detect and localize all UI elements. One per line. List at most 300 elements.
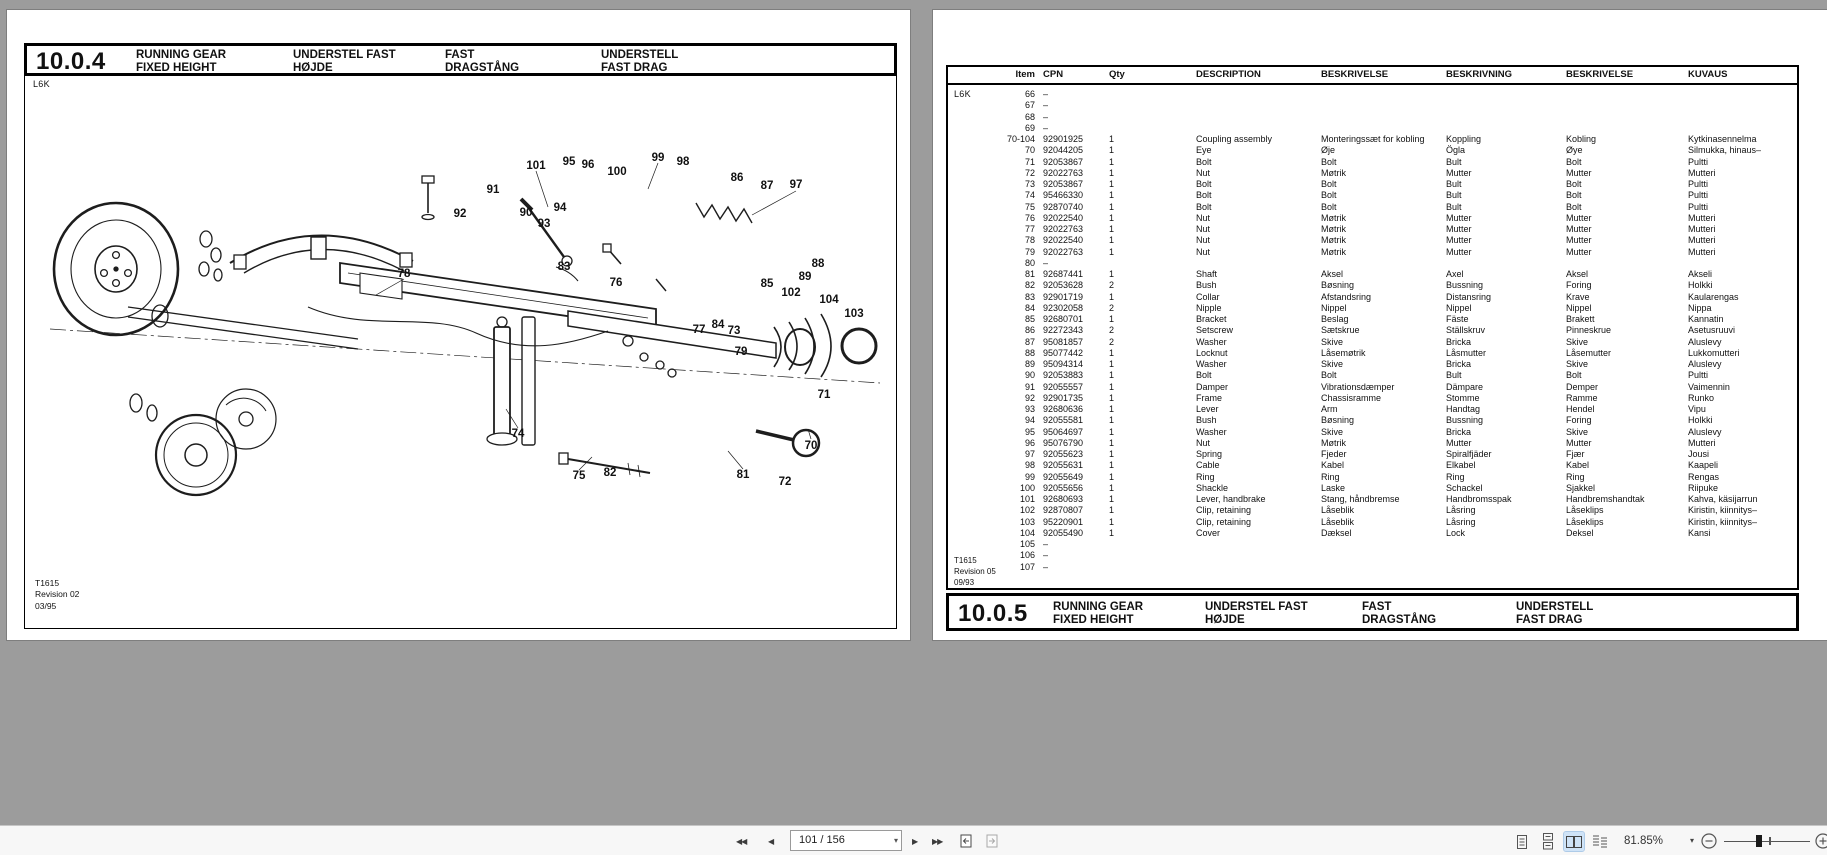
continuous-view-icon — [1541, 833, 1555, 850]
table-row — [948, 269, 1797, 280]
col-beskrivning-sv: BESKRIVNING — [1446, 69, 1512, 80]
table-cell: Axel — [1446, 269, 1464, 279]
table-cell — [1446, 112, 1566, 123]
table-cell: Kiristin, kiinnitys– — [1688, 505, 1758, 516]
table-row — [948, 562, 1797, 573]
table-cell: Demper — [1566, 381, 1599, 392]
table-cell: 92022763 — [1043, 224, 1084, 234]
table-cell: Silmukka, hinaus– — [1688, 145, 1762, 156]
table-cell: Bolt — [1196, 201, 1212, 212]
table-cell: 70-104 — [1006, 134, 1035, 144]
table-cell — [1196, 100, 1321, 111]
table-row — [948, 258, 1797, 269]
section-header-10-0-5 — [946, 593, 1799, 631]
table-cell: Locknut — [1196, 347, 1228, 358]
exploded-diagram — [25, 75, 894, 626]
table-cell: Låseblik — [1321, 516, 1355, 527]
table-cell: 92680701 — [1043, 314, 1084, 324]
table-row — [948, 494, 1797, 505]
diagram-callout: 93 — [537, 218, 551, 230]
table-cell: 95220901 — [1043, 516, 1084, 527]
table-cell: Clip, retaining — [1196, 516, 1252, 527]
table-cell: 98 — [1024, 460, 1035, 471]
table-cell — [1196, 539, 1321, 550]
table-cell — [1688, 562, 1797, 573]
table-cell: Mutteri — [1688, 246, 1716, 257]
table-cell: Bolt — [1321, 190, 1337, 201]
next-page-button[interactable] — [912, 826, 917, 855]
table-cell: 101 — [1019, 494, 1035, 504]
table-cell: 1 — [1109, 134, 1115, 144]
table-cell: Pultti — [1688, 201, 1709, 212]
table-cell: Riipuke — [1688, 482, 1719, 493]
table-row — [948, 190, 1797, 201]
diagram-callout: 102 — [781, 287, 801, 299]
table-cell: Koppling — [1446, 134, 1482, 144]
diagram-callout: 101 — [526, 160, 546, 172]
table-cell: 92055581 — [1043, 415, 1084, 426]
table-row — [948, 370, 1797, 381]
table-cell: 69 — [1024, 122, 1035, 133]
table-cell: Bush — [1196, 280, 1217, 291]
table-cell: 1 — [1109, 314, 1115, 324]
table-cell: 92055490 — [1043, 527, 1084, 538]
last-page-button[interactable] — [932, 826, 942, 855]
col-kuvaus-fi: KUVAUS — [1688, 69, 1728, 80]
table-cell: Aluslevy — [1688, 359, 1722, 369]
table-cell: Rengas — [1688, 471, 1720, 482]
table-cell: Pultti — [1688, 156, 1709, 167]
header-title-no: UNDERSTELL FAST DRAG — [1516, 601, 1594, 626]
table-cell: 70 — [1024, 145, 1035, 156]
table-cell: – — [1043, 257, 1049, 268]
table-cell: Låseblik — [1321, 505, 1355, 516]
table-cell: Bolt — [1566, 190, 1582, 201]
table-row — [948, 145, 1797, 156]
table-cell: Bricka — [1446, 359, 1472, 369]
table-cell: 89 — [1024, 359, 1035, 369]
table-cell: Bricka — [1446, 426, 1472, 437]
table-cell: Bussning — [1446, 415, 1484, 426]
table-cell: Deksel — [1566, 527, 1594, 538]
table-cell: Jousi — [1688, 449, 1710, 459]
table-cell: Bracket — [1196, 314, 1227, 324]
table-cell: 1 — [1109, 494, 1115, 504]
previous-page-icon: ◀ — [768, 836, 774, 846]
table-cell: 92870807 — [1043, 505, 1084, 516]
table-cell: Låsring — [1446, 516, 1476, 527]
section-number: 10.0.4 — [36, 48, 106, 75]
table-cell: Mutter — [1446, 437, 1472, 448]
table-cell — [1103, 258, 1196, 269]
table-cell — [1566, 100, 1688, 111]
table-cell: Mutter — [1446, 224, 1472, 234]
chevron-down-icon: ▾ — [893, 836, 898, 845]
diagram-callout: 94 — [553, 202, 567, 214]
table-cell: Damper — [1196, 381, 1229, 392]
table-cell: Bolt — [1196, 190, 1212, 201]
diagram-callout: 82 — [603, 467, 617, 479]
previous-view-button[interactable] — [958, 826, 974, 855]
previous-page-button[interactable] — [768, 826, 773, 855]
table-cell: Nut — [1196, 246, 1211, 257]
two-page-view-icon — [1565, 834, 1583, 850]
table-cell: 87 — [1024, 336, 1035, 347]
table-cell: Kobling — [1566, 134, 1597, 144]
table-cell: Holkki — [1688, 415, 1713, 426]
header-title-da: UNDERSTEL FAST HØJDE — [1205, 601, 1308, 626]
first-page-icon: ◀◀ — [736, 836, 747, 846]
table-cell: – — [1043, 122, 1049, 133]
document-page-right — [932, 9, 1827, 641]
table-cell: Nipple — [1196, 302, 1222, 313]
table-cell — [1688, 89, 1797, 100]
col-description: DESCRIPTION — [1196, 69, 1261, 80]
table-cell: – — [1043, 539, 1049, 549]
table-cell: Bult — [1446, 201, 1462, 212]
table-cell: Kabel — [1321, 460, 1345, 471]
table-cell: 92053867 — [1043, 179, 1084, 189]
table-cell: 92055656 — [1043, 482, 1084, 493]
two-page-view-button[interactable] — [1564, 832, 1584, 851]
table-cell: Nut — [1196, 235, 1211, 246]
table-row — [948, 325, 1797, 336]
page-number-input[interactable] — [790, 830, 902, 851]
table-cell: Hendel — [1566, 404, 1595, 414]
table-cell: 95064697 — [1043, 426, 1084, 437]
date: 09/93 — [954, 578, 975, 587]
table-cell: 85 — [1024, 314, 1035, 324]
table-cell: – — [1043, 89, 1049, 99]
table-row — [948, 213, 1797, 224]
table-cell: Beslag — [1321, 314, 1349, 324]
table-row — [948, 348, 1797, 359]
table-row — [948, 382, 1797, 393]
table-cell — [1196, 550, 1321, 561]
table-cell: 92053883 — [1043, 370, 1084, 381]
table-cell — [1321, 550, 1446, 561]
table-cell — [1321, 100, 1446, 111]
table-cell — [1446, 258, 1566, 269]
table-cell: Møtrik — [1321, 167, 1346, 178]
table-cell: Øje — [1321, 145, 1336, 156]
table-cell: Eye — [1196, 145, 1212, 156]
continuous-view-button[interactable] — [1538, 832, 1558, 851]
table-cell: 1 — [1109, 505, 1115, 516]
table-cell: 95076790 — [1043, 437, 1084, 448]
table-cell: Bøsning — [1321, 415, 1355, 426]
section-number: 10.0.5 — [958, 600, 1028, 627]
table-cell: 1 — [1109, 246, 1115, 257]
zoom-dropdown-caret-icon[interactable]: ▾ — [1690, 836, 1695, 845]
next-page-icon: ▶ — [912, 836, 918, 846]
table-cell: Clip, retaining — [1196, 505, 1252, 516]
table-cell — [1321, 89, 1446, 100]
table-cell: 1 — [1109, 235, 1115, 246]
table-cell: Kiristin, kiinnitys– — [1688, 516, 1758, 527]
table-cell: 97 — [1024, 449, 1035, 459]
table-cell: Washer — [1196, 359, 1227, 369]
table-cell: – — [1043, 550, 1049, 561]
table-cell: Bult — [1446, 370, 1462, 381]
table-row — [948, 134, 1797, 145]
table-row — [948, 314, 1797, 325]
table-cell: 95077442 — [1043, 347, 1084, 358]
single-page-view-button[interactable] — [1512, 832, 1532, 851]
table-cell: 78 — [1024, 235, 1035, 246]
table-cell: 1 — [1109, 449, 1115, 459]
table-cell: 81 — [1024, 269, 1035, 279]
table-cell: Låseklips — [1566, 505, 1604, 516]
diagram-callout: 84 — [711, 319, 725, 331]
zoom-slider-handle[interactable] — [1756, 835, 1762, 847]
table-row — [948, 528, 1797, 539]
diagram-frame — [24, 74, 897, 629]
table-cell: 83 — [1024, 291, 1035, 302]
table-cell: Bolt — [1321, 179, 1337, 189]
table-cell: Handbremshandtak — [1566, 494, 1645, 504]
table-cell — [1103, 123, 1196, 134]
table-cell: Handtag — [1446, 404, 1481, 414]
table-cell: – — [1043, 100, 1049, 111]
table-cell — [1321, 539, 1446, 550]
next-view-button[interactable] — [984, 826, 1000, 855]
table-cell: Ring — [1321, 471, 1340, 482]
table-cell: 103 — [1019, 516, 1035, 527]
diagram-callout: 87 — [760, 180, 774, 192]
zoom-out-button[interactable] — [1700, 826, 1718, 855]
table-cell — [1688, 123, 1797, 134]
zoom-slider-track[interactable] — [1724, 841, 1810, 843]
table-cell: Mutter — [1566, 224, 1592, 234]
table-cell: 1 — [1109, 392, 1115, 403]
table-cell: 92022540 — [1043, 235, 1084, 246]
diagram-callout: 75 — [572, 470, 586, 482]
table-cell: Mutteri — [1688, 167, 1716, 178]
table-row — [948, 472, 1797, 483]
table-cell: 79 — [1024, 246, 1035, 257]
table-cell: Bolt — [1321, 201, 1337, 212]
table-cell: Mutter — [1446, 235, 1472, 246]
table-cell: Cable — [1196, 460, 1220, 471]
table-row — [948, 539, 1797, 550]
table-cell: 71 — [1024, 156, 1035, 167]
diagram-callout: 77 — [692, 324, 706, 336]
table-cell: 67 — [1024, 100, 1035, 111]
table-cell: Ring — [1196, 471, 1215, 482]
next-view-icon — [984, 833, 1000, 849]
table-cell: Afstandsring — [1321, 291, 1372, 302]
table-row — [948, 168, 1797, 179]
header-title-en: RUNNING GEAR FIXED HEIGHT — [136, 49, 227, 74]
table-row — [948, 415, 1797, 426]
table-cell: Nut — [1196, 212, 1211, 223]
table-cell: 82 — [1024, 280, 1035, 291]
table-cell: 100 — [1019, 482, 1035, 493]
table-cell: Mutter — [1446, 246, 1472, 257]
table-cell: Ögla — [1446, 145, 1466, 156]
table-cell: Akseli — [1688, 269, 1713, 279]
table-cell: Pultti — [1688, 179, 1709, 189]
table-cell — [1103, 100, 1196, 111]
table-cell: 1 — [1109, 516, 1115, 527]
table-cell: 1 — [1109, 415, 1115, 426]
first-page-button[interactable] — [736, 826, 746, 855]
table-cell: Mutter — [1566, 235, 1592, 246]
table-cell — [1566, 123, 1688, 134]
table-cell: 92055649 — [1043, 471, 1084, 482]
table-cell: 1 — [1109, 156, 1115, 167]
table-cell — [1688, 550, 1797, 561]
table-cell: 92272343 — [1043, 325, 1084, 336]
page-footer — [35, 578, 79, 613]
table-cell: Skive — [1566, 359, 1589, 369]
model-code: L6K — [954, 89, 971, 99]
diagram-callout: 103 — [844, 308, 864, 320]
table-cell: Pultti — [1688, 370, 1709, 381]
table-cell: 1 — [1109, 212, 1115, 223]
table-cell: Låsemøtrik — [1321, 347, 1366, 358]
table-cell: Nippa — [1688, 302, 1712, 313]
table-row — [948, 427, 1797, 438]
table-cell: 1 — [1109, 145, 1115, 156]
diagram-callout: 104 — [819, 294, 839, 306]
table-cell: Bricka — [1446, 336, 1472, 347]
table-cell: – — [1043, 111, 1049, 122]
diagram-callout: 99 — [651, 152, 665, 164]
table-cell: Distansring — [1446, 291, 1492, 302]
table-cell: Mutter — [1446, 212, 1472, 223]
table-cell: 104 — [1019, 527, 1035, 538]
table-cell: Låsemutter — [1566, 347, 1612, 358]
table-cell: 1 — [1109, 190, 1115, 201]
viewer-toolbar — [0, 825, 1827, 855]
table-cell: 92055623 — [1043, 449, 1084, 459]
table-row — [948, 550, 1797, 561]
table-cell: 92302058 — [1043, 302, 1084, 313]
table-cell: Collar — [1196, 291, 1220, 302]
table-cell — [1566, 550, 1688, 561]
zoom-slider-tick — [1769, 837, 1771, 845]
table-cell: 75 — [1024, 201, 1035, 212]
table-cell: Bush — [1196, 415, 1217, 426]
table-cell: Washer — [1196, 336, 1227, 347]
table-cell: Skive — [1321, 336, 1344, 347]
table-cell: 74 — [1024, 190, 1035, 201]
table-cell: Krave — [1566, 291, 1590, 302]
zoom-level[interactable]: 81.85% — [1624, 835, 1664, 847]
table-row — [948, 224, 1797, 235]
table-cell: Monteringssæt for kobling — [1321, 134, 1425, 144]
table-cell: 95094314 — [1043, 359, 1084, 369]
table-cell: 73 — [1024, 179, 1035, 189]
table-cell — [1566, 539, 1688, 550]
table-row — [948, 517, 1797, 528]
col-item: Item — [1015, 69, 1035, 80]
table-cell: Lever, handbrake — [1196, 494, 1266, 504]
table-cell: 90 — [1024, 370, 1035, 381]
table-row — [948, 100, 1797, 111]
table-cell: 92687441 — [1043, 269, 1084, 279]
table-cell — [1321, 112, 1446, 123]
table-cell — [1103, 89, 1196, 100]
diagram-callout: 83 — [557, 261, 571, 273]
table-cell — [1688, 539, 1797, 550]
table-cell: 84 — [1024, 302, 1035, 313]
table-cell: Bult — [1446, 190, 1462, 201]
table-row — [948, 157, 1797, 168]
two-page-continuous-view-button[interactable] — [1590, 832, 1610, 851]
table-cell: Coupling assembly — [1196, 134, 1273, 144]
table-cell: 1 — [1109, 437, 1115, 448]
table-cell: 2 — [1109, 325, 1115, 336]
model-code: L6K — [33, 79, 50, 89]
header-title-sv: FAST DRAGSTÅNG — [445, 49, 520, 74]
table-cell — [1103, 562, 1196, 573]
two-page-continuous-icon — [1591, 833, 1609, 850]
table-cell: Lever — [1196, 404, 1219, 414]
table-cell: 92053867 — [1043, 156, 1084, 167]
table-row — [948, 337, 1797, 348]
table-cell — [1566, 112, 1688, 123]
table-cell: Dæksel — [1321, 527, 1352, 538]
table-cell: Handbromsspak — [1446, 494, 1512, 504]
table-cell: Spring — [1196, 449, 1223, 459]
table-cell: 92901925 — [1043, 134, 1084, 144]
table-cell: Nut — [1196, 437, 1211, 448]
table-cell: Skive — [1566, 336, 1589, 347]
table-cell: Bolt — [1321, 370, 1337, 381]
table-row — [948, 303, 1797, 314]
table-cell: Kaapeli — [1688, 460, 1719, 471]
table-cell: Møtrik — [1321, 235, 1346, 246]
table-cell: Foring — [1566, 280, 1592, 291]
table-cell: Møtrik — [1321, 246, 1346, 257]
table-cell: Kytkinasennelma — [1688, 134, 1757, 144]
table-cell — [1446, 550, 1566, 561]
header-title-en: RUNNING GEAR FIXED HEIGHT — [1053, 601, 1144, 626]
table-cell — [1566, 89, 1688, 100]
table-cell — [1103, 112, 1196, 123]
table-cell: 1 — [1109, 179, 1115, 189]
zoom-in-button[interactable] — [1814, 826, 1827, 855]
table-cell: 92055557 — [1043, 381, 1084, 392]
table-cell: Ställskruv — [1446, 325, 1486, 336]
diagram-callout: 88 — [811, 258, 825, 270]
table-cell: 1 — [1109, 201, 1115, 212]
table-cell: 93 — [1024, 404, 1035, 414]
table-cell: Ring — [1566, 471, 1585, 482]
table-cell: 2 — [1109, 336, 1115, 347]
table-cell: Bolt — [1566, 370, 1582, 381]
diagram-callout: 95 — [562, 156, 576, 168]
diagram-callout: 100 — [607, 166, 627, 178]
table-cell: Låsmutter — [1446, 347, 1487, 358]
previous-view-icon — [958, 833, 974, 849]
table-cell: 1 — [1109, 426, 1115, 437]
table-cell: Bolt — [1196, 156, 1212, 167]
table-cell: 106 — [1019, 550, 1035, 561]
page-indicator: 101 / 156 — [799, 834, 845, 846]
table-cell — [1566, 562, 1688, 573]
table-cell — [1321, 123, 1446, 134]
table-cell: 92680693 — [1043, 494, 1084, 504]
diagram-callout: 70 — [804, 440, 818, 452]
table-cell: Nippel — [1566, 302, 1592, 313]
table-cell: Brakett — [1566, 314, 1595, 324]
diagram-callout: 78 — [397, 268, 411, 280]
table-cell: Asetusruuvi — [1688, 325, 1736, 336]
